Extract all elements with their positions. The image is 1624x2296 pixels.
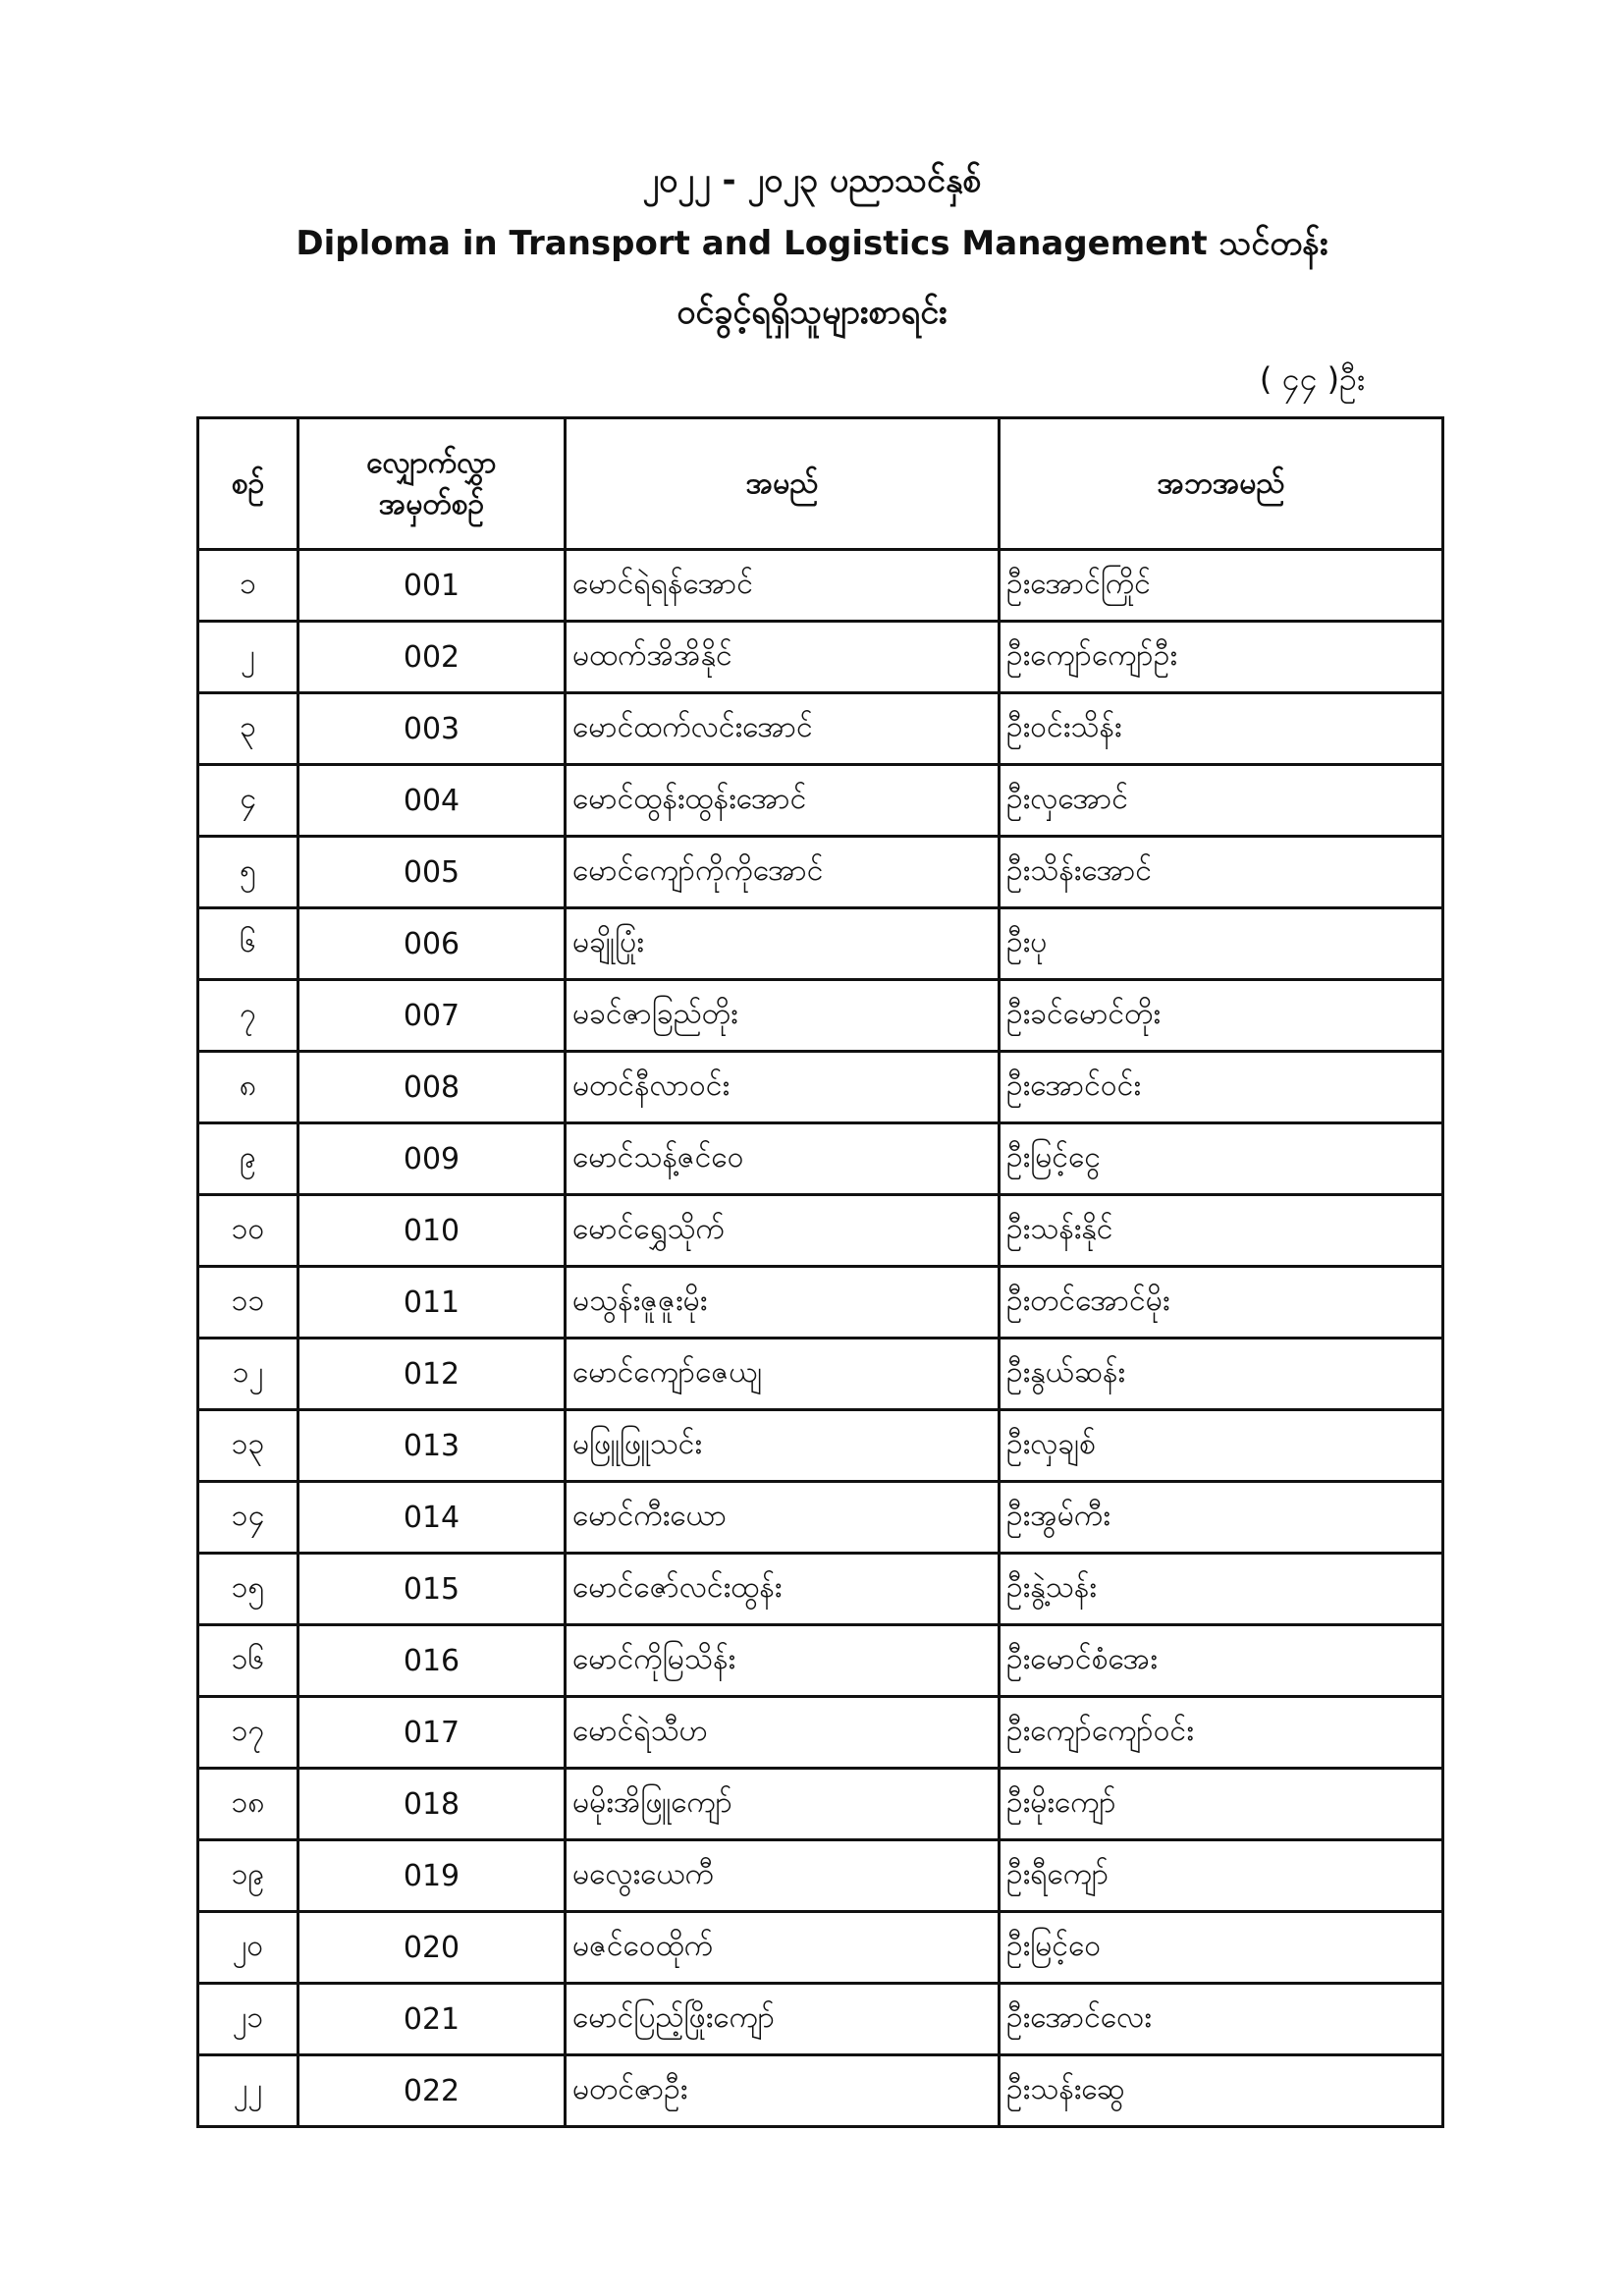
table-row [198,1339,1443,1410]
header-serial-no: စဉ် [198,418,298,550]
father-name-cell: ဦးရီကျော် [1000,1840,1443,1912]
name-cell: မောင်ထွန်းထွန်းအောင် [566,765,1000,837]
serial-no-cell: ၁၃ [198,1410,298,1482]
application-no-cell: 018 [298,1769,566,1840]
header-name: အမည် [566,418,1000,550]
application-no-cell: 006 [298,908,566,980]
name-cell: မောင်ကျော်ကိုကိုအောင် [566,837,1000,908]
father-name-cell: ဦးမောင်စံအေး [1000,1625,1443,1697]
application-no-cell: 013 [298,1410,566,1482]
father-name-cell: ဦးသိန်းအောင် [1000,837,1443,908]
name-cell: မချိုပြုံး [566,908,1000,980]
name-cell: မခင်ဇာခြည်တိုး [566,980,1000,1052]
table-row [198,1912,1443,1984]
father-name-cell: ဦးအောင်ကြိုင် [1000,550,1443,622]
father-name-cell: ဦးမိုးကျော် [1000,1769,1443,1840]
application-no-cell: 011 [298,1267,566,1339]
name-cell: မောင်ထက်လင်းအောင် [566,693,1000,765]
table-row [198,1267,1443,1339]
application-no-cell: 022 [298,2055,566,2127]
name-cell: မမိုးအိဖြူကျော် [566,1769,1000,1840]
father-name-cell: ဦးအောင်ဝင်း [1000,1052,1443,1123]
father-name-cell: ဦးမြင့်ဝေ [1000,1912,1443,1984]
table-row [198,1840,1443,1912]
father-name-cell: ဦးတင်အောင်မိုး [1000,1267,1443,1339]
application-no-cell: 010 [298,1195,566,1267]
father-name-cell: ဦးလှအောင် [1000,765,1443,837]
table-row [198,2055,1443,2127]
application-no-cell: 008 [298,1052,566,1123]
application-no-cell: 004 [298,765,566,837]
table-row [198,837,1443,908]
application-no-cell: 017 [298,1697,566,1769]
serial-no-cell: ၂၀ [198,1912,298,1984]
name-cell: မလွေးယေကီ [566,1840,1000,1912]
application-no-cell: 019 [298,1840,566,1912]
table-row [198,765,1443,837]
application-no-cell: 016 [298,1625,566,1697]
serial-no-cell: ၇ [198,980,298,1052]
admission-table [196,416,1444,2128]
serial-no-cell: ၁၁ [198,1267,298,1339]
table-header-row [198,418,1443,550]
table-row [198,1984,1443,2055]
table-row [198,1195,1443,1267]
father-name-cell: ဦးခင်မောင်တိုး [1000,980,1443,1052]
table-row [198,980,1443,1052]
name-cell: မောင်သန့်ဇင်ဝေ [566,1123,1000,1195]
table-row [198,1410,1443,1482]
serial-no-cell: ၂၂ [198,2055,298,2127]
serial-no-cell: ၁၆ [198,1625,298,1697]
table-row [198,1769,1443,1840]
name-cell: မောင်ကိုမြသိန်း [566,1625,1000,1697]
header-father-name: အဘအမည် [1000,418,1443,550]
table-row [198,622,1443,693]
serial-no-cell: ၁၄ [198,1482,298,1554]
table-row [198,1052,1443,1123]
father-name-cell: ဦးဝင်းသိန်း [1000,693,1443,765]
list-title: ဝင်ခွင့်ရရှိသူများစာရင်း [677,293,947,332]
application-no-cell: 002 [298,622,566,693]
table-row [198,1697,1443,1769]
application-no-cell: 003 [298,693,566,765]
father-name-cell: ဦးသန်းနိုင် [1000,1195,1443,1267]
serial-no-cell: ၁၅ [198,1554,298,1625]
father-name-cell: ဦးနွယ်ဆန်း [1000,1339,1443,1410]
name-cell: မောင်ရွှေသိုက် [566,1195,1000,1267]
serial-no-cell: ၁၀ [198,1195,298,1267]
name-cell: မောင်ကီးယော [566,1482,1000,1554]
serial-no-cell: ၄ [198,765,298,837]
academic-year-title: ၂၀၂၂ - ၂၀၂၃ ပညာသင်နှစ် [642,161,982,200]
father-name-cell: ဦးနွဲ့သန်း [1000,1554,1443,1625]
application-no-cell: 005 [298,837,566,908]
father-name-cell: ဦးပု [1000,908,1443,980]
serial-no-cell: ၈ [198,1052,298,1123]
father-name-cell: ဦးမြင့်ငွေ [1000,1123,1443,1195]
father-name-cell: ဦးအောင်လေး [1000,1984,1443,2055]
name-cell: မတင်ဇာဦး [566,2055,1000,2127]
header-application-no-line2: အမှတ်စဉ် [378,486,485,521]
name-cell: မတင်နီလာဝင်း [566,1052,1000,1123]
serial-no-cell: ၂ [198,622,298,693]
table-row [198,908,1443,980]
application-no-cell: 012 [298,1339,566,1410]
application-no-cell: 001 [298,550,566,622]
father-name-cell: ဦးကျော်ကျော်ဦး [1000,622,1443,693]
application-no-cell: 021 [298,1984,566,2055]
application-no-cell: 007 [298,980,566,1052]
header-application-no [298,418,566,550]
serial-no-cell: ၆ [198,908,298,980]
table-body [198,550,1443,2127]
name-cell: မောင်ကျော်ဇေယျ [566,1339,1000,1410]
table-row [198,1625,1443,1697]
father-name-cell: ဦးအွမ်ကီး [1000,1482,1443,1554]
serial-no-cell: ၉ [198,1123,298,1195]
father-name-cell: ဦးသန်းဆွေ [1000,2055,1443,2127]
father-name-cell: ဦးလှချစ် [1000,1410,1443,1482]
serial-no-cell: ၅ [198,837,298,908]
application-no-cell: 009 [298,1123,566,1195]
serial-no-cell: ၂၁ [198,1984,298,2055]
father-name-cell: ဦးကျော်ကျော်ဝင်း [1000,1697,1443,1769]
serial-no-cell: ၁၉ [198,1840,298,1912]
table-row [198,1123,1443,1195]
table-row [198,550,1443,622]
table-row [198,693,1443,765]
header-application-no-line1: လျှောက်လွှာ [366,445,497,480]
name-cell: မဇင်ဝေထိုက် [566,1912,1000,1984]
name-cell: မသွန်းဇူဇူးမိုး [566,1267,1000,1339]
name-cell: မဖြူဖြူသင်း [566,1410,1000,1482]
name-cell: မောင်ဇော်လင်းထွန်း [566,1554,1000,1625]
name-cell: မောင်ရဲရန်အောင် [566,550,1000,622]
name-cell: မောင်ပြည့်ဖြိုးကျော် [566,1984,1000,2055]
serial-no-cell: ၁၂ [198,1339,298,1410]
name-cell: မောင်ရဲသီဟ [566,1697,1000,1769]
serial-no-cell: ၁၇ [198,1697,298,1769]
application-no-cell: 014 [298,1482,566,1554]
name-cell: မထက်အိအိနိုင် [566,622,1000,693]
table-row [198,1482,1443,1554]
application-no-cell: 015 [298,1554,566,1625]
total-count: ( ၄၄ )ဦး [1259,360,1365,398]
serial-no-cell: ၃ [198,693,298,765]
application-no-cell: 020 [298,1912,566,1984]
serial-no-cell: ၁၈ [198,1769,298,1840]
course-title: Diploma in Transport and Logistics Management သင်တန်း [296,224,1328,263]
table-row [198,1554,1443,1625]
serial-no-cell: ၁ [198,550,298,622]
